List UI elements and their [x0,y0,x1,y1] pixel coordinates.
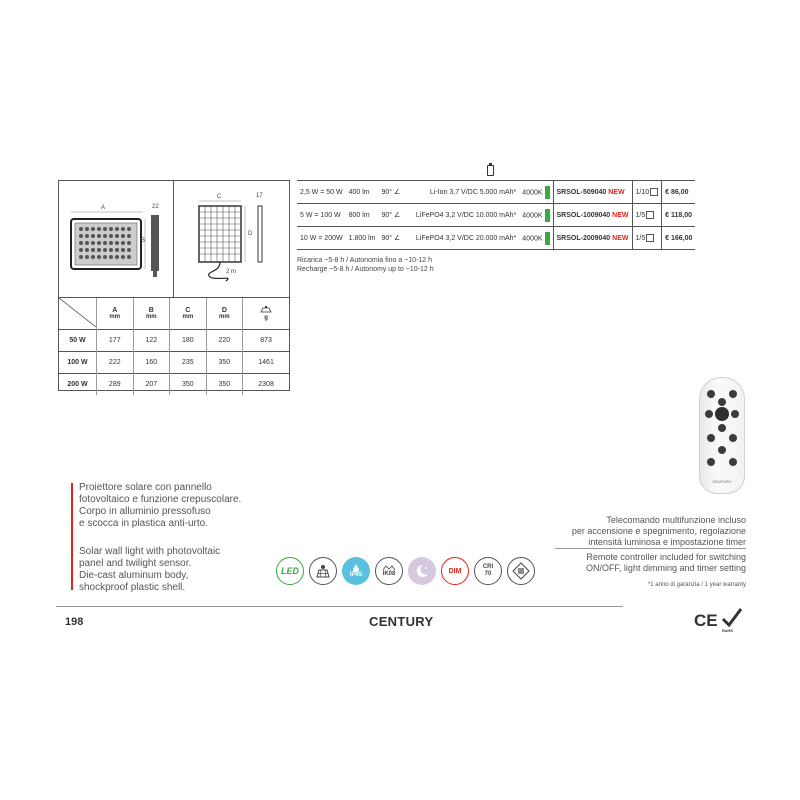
dim-label-cable: 2 m [226,269,237,275]
dim-label-c: C [217,194,222,200]
remote-button [729,434,737,442]
remote-button [715,407,729,421]
solar-panel-icon [309,557,337,585]
table-row: 50 W 177 122 180 220 873 [59,330,289,352]
diagonal-cell [59,298,97,330]
battery-icon [487,165,494,176]
remote-description-italian: Telecomando multifunzione incluso per accensione e spegnimento, regolazione intensità luminosa e impostazione timer [571,515,746,547]
header-a: A mm [97,298,134,330]
remote-button [707,434,715,442]
dimensions-header-row [59,298,289,330]
floodlight-drawing [59,181,174,297]
beam-angle-icon: ∠ [394,212,401,219]
dimensions-table [59,297,289,395]
ce-mark: CE [694,611,718,630]
twilight-sensor-icon [408,557,436,585]
brand-logo: CENTURY [369,614,434,629]
dim-icon: DIM [441,557,469,585]
solar-panel-view [174,181,289,297]
ip65-icon: IP65 [342,557,370,585]
product-row: 5 W = 100 W 800 lm 90° ∠ LiFePO4 3,2 V/DC 10.000 mAh* 4000K SRSOL-1009040 NEW 1/5 € 118,00 [297,204,695,227]
remote-button [707,390,715,398]
ik08-icon: IK08 [375,557,403,585]
class-iii-icon [507,557,535,585]
beam-angle-icon: ∠ [394,189,401,196]
table-row: 200 W 289 207 350 350 2308 [59,374,289,396]
charging-notes: Ricarica ~5-8 h / Autonomia fino a ~10-12 h Recharge ~5-8 h / Autonomy up to ~10-12 h [297,257,434,273]
divider [555,548,746,549]
remote-button [718,446,726,454]
color-temp-swatch [545,209,550,222]
description-italian: Proiettore solare con pannello fotovoltaico e funzione crepuscolare. Corpo in alluminio pressofuso e scocca in plastica anti-urto. [79,482,242,529]
product-row: 2,5 W = 50 W 400 lm 90° ∠ Li-Ion 3,7 V/DC 5.000 mAh* 4000K SRSOL-509040 NEW 1/10 € 86,00 [297,181,695,204]
beam-angle-icon: ∠ [394,235,401,242]
dim-label-depth: 22 [152,204,159,210]
remote-brand: CENTURY [712,479,732,484]
cri-icon: CRI 70 [474,557,502,585]
header-weight: g [243,298,289,330]
remote-control-image [699,377,745,494]
accent-line [71,483,73,590]
dim-label-d: D [248,231,253,237]
product-row: 10 W = 200W 1.800 lm 90° ∠ LiFePO4 3,2 V/DC 20.000 mAh* 4000K SRSOL-2009040 NEW 1/5 € 166,00 [297,227,695,250]
color-temp-swatch [545,186,550,199]
dim-label-panel-depth: 17 [256,193,263,199]
header-c: C mm [170,298,207,330]
color-temp-swatch [545,232,550,245]
remote-button [705,410,713,418]
dim-label-a: A [101,205,106,211]
header-b: B mm [133,298,170,330]
remote-button [731,410,739,418]
remote-description-english: Remote controller included for switching ON/OFF, light dimming and timer setting [585,552,746,573]
box-icon [646,211,654,219]
remote-button [718,398,726,406]
weight-icon [260,306,272,313]
table-row: 100 W 222 160 235 350 1461 [59,352,289,374]
led-icon: LED [276,557,304,585]
box-icon [650,188,658,196]
dimension-box [58,180,290,391]
description-english: Solar wall light with photovoltaic panel and twilight sensor. Die-cast aluminum body, shockproof plastic shell. [79,546,221,593]
remote-button [729,458,737,466]
dim-label-b: B [141,238,146,244]
remote-button [729,390,737,398]
header-d: D mm [206,298,243,330]
product-table [297,180,695,250]
remote-button [718,424,726,432]
solar-panel-drawing [174,181,289,297]
page-number: 198 [65,616,84,628]
remote-button [707,458,715,466]
warranty-note: *1 anno di garanzia / 1 year warranty [647,582,746,588]
box-icon [646,234,654,242]
footer-divider [56,606,623,607]
rohs-label: RoHS [722,628,733,633]
floodlight-front-view [59,181,173,297]
